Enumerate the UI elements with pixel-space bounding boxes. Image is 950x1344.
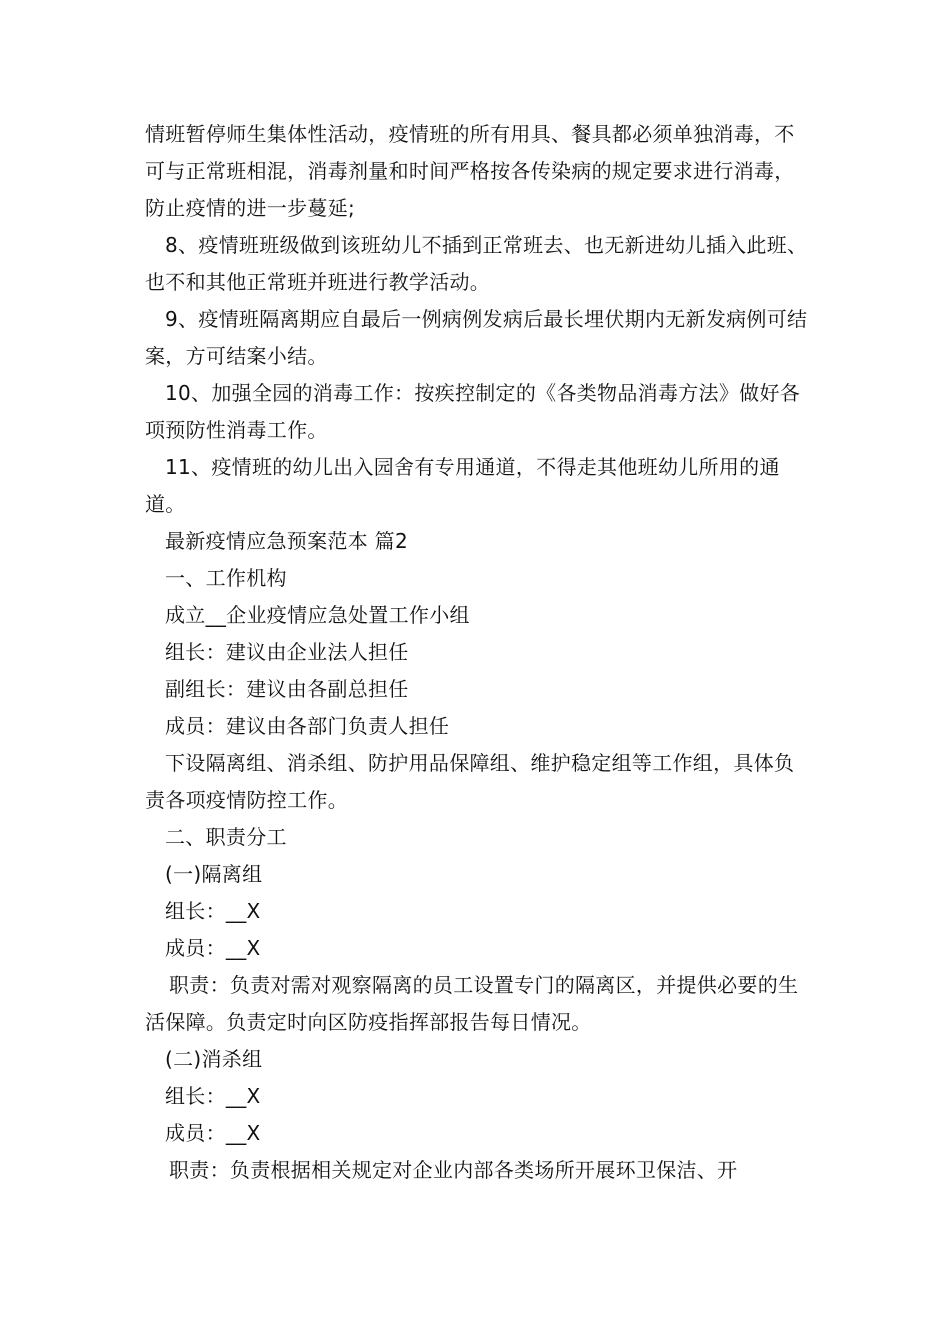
paragraph-disinfection-members: 成员：__X xyxy=(165,1121,261,1145)
section-heading-2: 最新疫情应急预案范本 篇2 xyxy=(165,529,408,553)
paragraph-continuation: 情班暂停师生集体性活动，疫情班的所有用具、餐具都必须单独消毒，不可与正常班相混，消毒剂量和时间严格按各传染病的规定要求进行消毒，防止疫情的进一步蔓延; xyxy=(145,122,795,220)
heading-responsibilities: 二、职责分工 xyxy=(165,825,287,849)
paragraph-subgroups: 下设隔离组、消杀组、防护用品保障组、维护稳定组等工作组，具体负责各项疫情防控工作。 xyxy=(145,751,795,812)
paragraph-members: 成员：建议由各部门负责人担任 xyxy=(165,714,450,738)
paragraph-item-8: 8、疫情班班级做到该班幼儿不插到正常班去、也无新进幼儿插入此班、也不和其他正常班并班进行教学活动。 xyxy=(145,233,808,294)
paragraph-disinfection-duties: 职责：负责根据相关规定对企业内部各类场所开展环卫保洁、开 xyxy=(169,1158,738,1182)
paragraph-disinfection-leader: 组长：__X xyxy=(165,1084,261,1108)
paragraph-item-10: 10、加强全园的消毒工作：按疾控制定的《各类物品消毒方法》做好各项预防性消毒工作。 xyxy=(145,381,801,442)
heading-isolation-group: (一)隔离组 xyxy=(165,862,263,886)
paragraph-deputy-leader: 副组长：建议由各副总担任 xyxy=(165,677,409,701)
paragraph-group-leader: 组长：建议由企业法人担任 xyxy=(165,640,409,664)
heading-work-organization: 一、工作机构 xyxy=(165,566,287,590)
paragraph-isolation-duties: 职责：负责对需对观察隔离的员工设置专门的隔离区，并提供必要的生活保障。负责定时向区防疫指挥部报告每日情况。 xyxy=(145,973,799,1034)
heading-disinfection-group: (二)消杀组 xyxy=(165,1047,263,1071)
paragraph-item-9: 9、疫情班隔离期应自最后一例病例发病后最长埋伏期内无新发病例可结案，方可结案小结。 xyxy=(145,307,808,368)
paragraph-isolation-leader: 组长：__X xyxy=(165,899,261,923)
document-body xyxy=(145,116,810,1189)
paragraph-isolation-members: 成员：__X xyxy=(165,936,261,960)
paragraph-item-11: 11、疫情班的幼儿出入园舍有专用通道，不得走其他班幼儿所用的通道。 xyxy=(145,455,780,516)
paragraph-establish-group: 成立__企业疫情应急处置工作小组 xyxy=(165,603,470,627)
